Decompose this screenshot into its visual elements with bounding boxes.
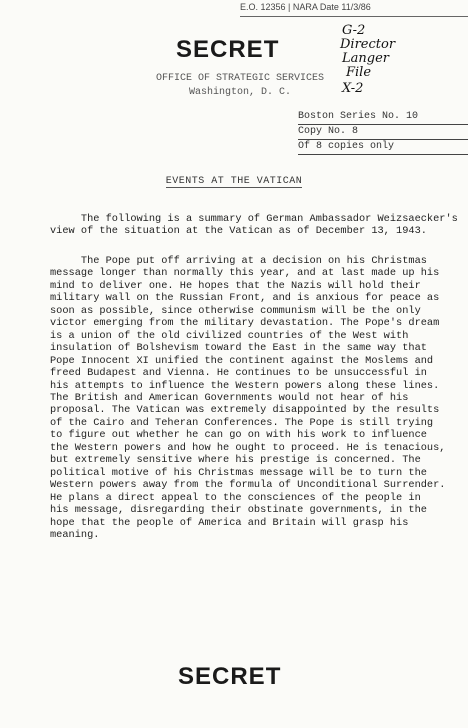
document-title: EVENTS AT THE VATICAN xyxy=(165,176,303,187)
intro-paragraph: The following is a summary of German Ambassador Weizsaecker's view of the situation at the Vatican as of December 13, 1943. xyxy=(50,213,458,238)
routing-file: File xyxy=(346,65,372,80)
classification-footer: SECRET xyxy=(178,663,282,690)
routing-g2: G-2 xyxy=(342,23,366,38)
office-header xyxy=(120,72,360,100)
office-location: Washington, D. C. xyxy=(188,87,292,98)
declassification-stamp: E.O. 12356 | NARA Date 11/3/86 xyxy=(240,2,468,17)
series-number: Boston Series No. 10 xyxy=(298,110,468,125)
routing-langer: Langer xyxy=(342,51,389,66)
routing-director: Director xyxy=(340,37,396,52)
document-title-wrap xyxy=(0,176,468,187)
copy-number: Copy No. 8 xyxy=(298,125,468,140)
routing-x2: X-2 xyxy=(342,81,364,96)
copies-count: Of 8 copies only xyxy=(298,140,468,155)
body-paragraph: The Pope put off arriving at a decision on his Christmas message longer than normally this year, and at last made up his mind to deliver one. He hopes that the Nazis will hold their military wall on the Russian Front, and is anxious for peace as soon as possible, since otherwise communism will be the only victor emerging from the military devastation. The Pope's dream is a union of the old civilized countries of the West with insulation of Bolshevism toward the East in the same way that Pope Innocent XI unified the continent against the Moslems and freed Budapest and Vienna. He continues to be unsuccessful in his attempts to influence the Western powers along these lines. The British and American Governments would not hear of his proposal. The Vatican was extremely disappointed by the results of the Cairo and Teheran Conferences. The Pope is still trying to figure out whether he can go on with his work to influence the Western powers and how he ought to proceed. He is tenacious, but extremely sensitive where his prestige is concerned. The political motive of his Christmas message will be to turn the Western powers away from the formula of Unconditional Surrender. He plans a direct appeal to the consciences of the people in his message, disregarding their obstinate governments, in the hope that the people of America and Britain will grasp his meaning. xyxy=(50,255,446,541)
series-box xyxy=(298,110,468,155)
classification-header: SECRET xyxy=(176,36,280,63)
office-name: OFFICE OF STRATEGIC SERVICES xyxy=(155,73,325,84)
